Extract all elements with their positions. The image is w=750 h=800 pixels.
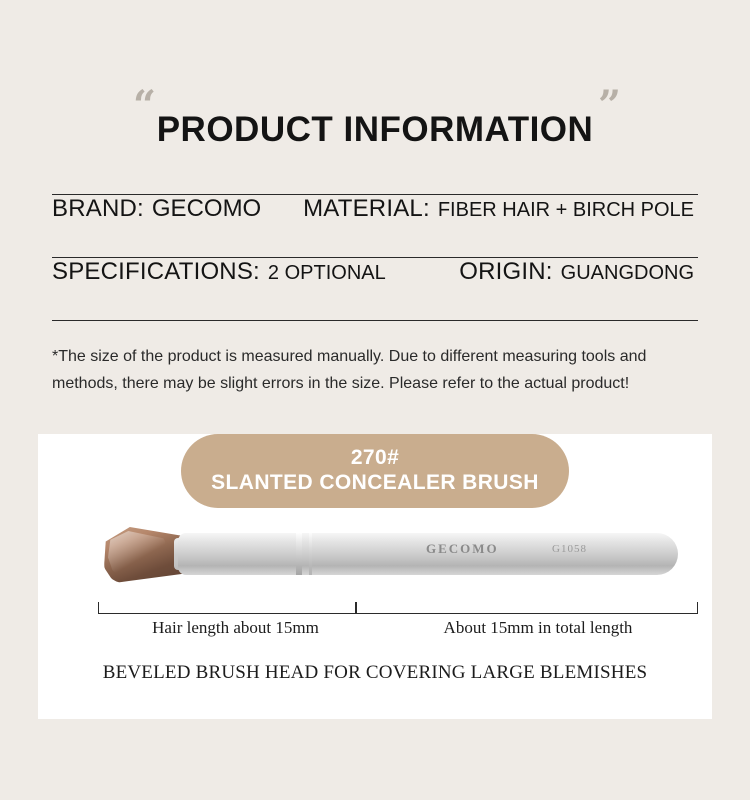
spec-origin	[459, 258, 698, 286]
product-badge	[181, 434, 569, 508]
brush-band	[296, 533, 302, 575]
spec-label-specifications: SPECIFICATIONS:	[52, 258, 260, 285]
spec-label-brand: BRAND:	[52, 195, 144, 222]
spec-label-origin: ORIGIN:	[459, 258, 553, 285]
spec-row	[52, 195, 698, 257]
spec-label-material: MATERIAL:	[303, 195, 430, 222]
measurement-labels	[98, 618, 718, 638]
spec-value-origin: GUANGDONG	[560, 262, 694, 284]
header	[0, 0, 750, 150]
spec-specifications	[52, 258, 386, 286]
quote-open-icon: “	[133, 82, 157, 129]
spec-value-specifications: 2 OPTIONAL	[267, 262, 386, 284]
label-hair-length: Hair length about 15mm	[152, 618, 319, 637]
brush-illustration	[78, 519, 718, 589]
measurement-brackets	[98, 602, 698, 616]
badge-code: 270#	[350, 446, 400, 469]
brush-band-secondary	[309, 533, 312, 575]
spec-value-brand: GECOMO	[151, 195, 262, 222]
bracket-total-length	[356, 602, 698, 614]
bracket-hair-length	[98, 602, 356, 614]
product-caption: BEVELED BRUSH HEAD FOR COVERING LARGE BLEMISHES	[102, 662, 648, 683]
product-card-wrapper	[0, 434, 750, 719]
spec-value-material: FIBER HAIR + BIRCH POLE	[437, 199, 694, 221]
brush-model-mark: G1058	[552, 543, 587, 555]
brush-brand-mark: GECOMO	[426, 541, 499, 556]
page-title: PRODUCT INFORMATION	[156, 110, 594, 149]
spec-material	[303, 195, 698, 223]
spec-table	[52, 194, 698, 321]
badge-name: SLANTED CONCEALER BRUSH	[211, 471, 539, 494]
disclaimer-text: *The size of the product is measured manually. Due to different measuring tools and methods, there may be slight errors in the size. Please refer to the actual product!	[52, 348, 647, 392]
spec-brand	[52, 195, 261, 223]
label-total-length: About 15mm in total length	[443, 618, 633, 637]
spec-row	[52, 257, 698, 320]
quote-close-icon: ”	[598, 82, 622, 129]
